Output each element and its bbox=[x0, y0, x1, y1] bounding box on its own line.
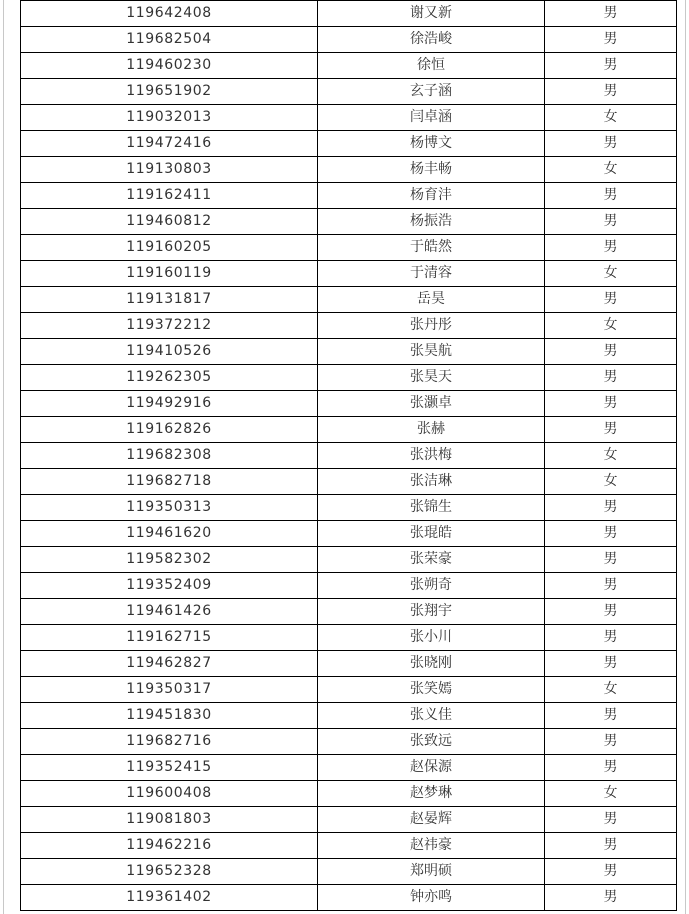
table-row bbox=[21, 859, 677, 885]
student-gender-cell: 女 bbox=[545, 443, 677, 469]
student-roster-table bbox=[20, 0, 677, 911]
student-name-cell: 钟亦鸣 bbox=[318, 885, 545, 911]
student-gender-cell: 男 bbox=[545, 27, 677, 53]
student-id-cell: 119130803 bbox=[21, 157, 318, 183]
student-gender-cell: 女 bbox=[545, 469, 677, 495]
table-row bbox=[21, 625, 677, 651]
student-id-cell: 119162826 bbox=[21, 417, 318, 443]
student-id-cell: 119460230 bbox=[21, 53, 318, 79]
table-row bbox=[21, 443, 677, 469]
table-row bbox=[21, 833, 677, 859]
student-gender-cell: 男 bbox=[545, 183, 677, 209]
table-row bbox=[21, 495, 677, 521]
student-gender-cell: 男 bbox=[545, 235, 677, 261]
student-name-cell: 张昊天 bbox=[318, 365, 545, 391]
student-name-cell: 杨振浩 bbox=[318, 209, 545, 235]
table-row bbox=[21, 885, 677, 911]
student-id-cell: 119350313 bbox=[21, 495, 318, 521]
student-name-cell: 玄子涵 bbox=[318, 79, 545, 105]
student-id-cell: 119131817 bbox=[21, 287, 318, 313]
student-gender-cell: 男 bbox=[545, 599, 677, 625]
table-row bbox=[21, 157, 677, 183]
table-row bbox=[21, 651, 677, 677]
student-id-cell: 119162715 bbox=[21, 625, 318, 651]
table-row bbox=[21, 547, 677, 573]
student-name-cell: 岳昊 bbox=[318, 287, 545, 313]
table-row bbox=[21, 755, 677, 781]
student-id-cell: 119462216 bbox=[21, 833, 318, 859]
student-gender-cell: 男 bbox=[545, 1, 677, 27]
student-id-cell: 119472416 bbox=[21, 131, 318, 157]
student-name-cell: 张灏卓 bbox=[318, 391, 545, 417]
student-id-cell: 119462827 bbox=[21, 651, 318, 677]
student-name-cell: 张洪梅 bbox=[318, 443, 545, 469]
student-id-cell: 119352415 bbox=[21, 755, 318, 781]
table-row bbox=[21, 287, 677, 313]
student-gender-cell: 男 bbox=[545, 547, 677, 573]
student-gender-cell: 男 bbox=[545, 625, 677, 651]
student-id-cell: 119162411 bbox=[21, 183, 318, 209]
table-row bbox=[21, 53, 677, 79]
page-border-left bbox=[3, 0, 4, 914]
student-name-cell: 赵祎豪 bbox=[318, 833, 545, 859]
student-name-cell: 徐恒 bbox=[318, 53, 545, 79]
student-gender-cell: 男 bbox=[545, 755, 677, 781]
student-id-cell: 119160119 bbox=[21, 261, 318, 287]
table-row bbox=[21, 573, 677, 599]
table-row bbox=[21, 131, 677, 157]
student-id-cell: 119682308 bbox=[21, 443, 318, 469]
table-row bbox=[21, 209, 677, 235]
student-name-cell: 徐浩峻 bbox=[318, 27, 545, 53]
table-row bbox=[21, 417, 677, 443]
student-name-cell: 张小川 bbox=[318, 625, 545, 651]
student-gender-cell: 男 bbox=[545, 287, 677, 313]
student-name-cell: 张义佳 bbox=[318, 703, 545, 729]
student-gender-cell: 女 bbox=[545, 261, 677, 287]
student-name-cell: 张致远 bbox=[318, 729, 545, 755]
student-gender-cell: 男 bbox=[545, 339, 677, 365]
student-name-cell: 郑明硕 bbox=[318, 859, 545, 885]
table-row bbox=[21, 391, 677, 417]
student-name-cell: 杨丰畅 bbox=[318, 157, 545, 183]
student-name-cell: 于清容 bbox=[318, 261, 545, 287]
student-id-cell: 119492916 bbox=[21, 391, 318, 417]
table-row bbox=[21, 365, 677, 391]
student-gender-cell: 男 bbox=[545, 833, 677, 859]
student-name-cell: 赵梦琳 bbox=[318, 781, 545, 807]
student-gender-cell: 男 bbox=[545, 495, 677, 521]
student-gender-cell: 男 bbox=[545, 729, 677, 755]
student-name-cell: 张锦生 bbox=[318, 495, 545, 521]
student-gender-cell: 女 bbox=[545, 677, 677, 703]
student-id-cell: 119642408 bbox=[21, 1, 318, 27]
student-id-cell: 119451830 bbox=[21, 703, 318, 729]
table-row bbox=[21, 105, 677, 131]
student-id-cell: 119600408 bbox=[21, 781, 318, 807]
student-name-cell: 张洁琳 bbox=[318, 469, 545, 495]
student-roster-body bbox=[21, 0, 677, 911]
page-border-right bbox=[685, 0, 686, 914]
student-id-cell: 119682716 bbox=[21, 729, 318, 755]
student-gender-cell: 男 bbox=[545, 703, 677, 729]
student-gender-cell: 女 bbox=[545, 313, 677, 339]
table-row bbox=[21, 599, 677, 625]
student-gender-cell: 女 bbox=[545, 781, 677, 807]
table-row bbox=[21, 807, 677, 833]
student-name-cell: 杨博文 bbox=[318, 131, 545, 157]
student-gender-cell: 男 bbox=[545, 807, 677, 833]
student-id-cell: 119651902 bbox=[21, 79, 318, 105]
student-gender-cell: 男 bbox=[545, 79, 677, 105]
student-id-cell: 119372212 bbox=[21, 313, 318, 339]
student-name-cell: 于皓然 bbox=[318, 235, 545, 261]
student-gender-cell: 男 bbox=[545, 885, 677, 911]
table-row bbox=[21, 261, 677, 287]
student-name-cell: 张笑嫣 bbox=[318, 677, 545, 703]
table-row bbox=[21, 677, 677, 703]
student-gender-cell: 男 bbox=[545, 209, 677, 235]
student-id-cell: 119262305 bbox=[21, 365, 318, 391]
table-row bbox=[21, 235, 677, 261]
student-id-cell: 119682718 bbox=[21, 469, 318, 495]
table-row bbox=[21, 339, 677, 365]
student-gender-cell: 男 bbox=[545, 859, 677, 885]
student-id-cell: 119461620 bbox=[21, 521, 318, 547]
student-name-cell: 张琨皓 bbox=[318, 521, 545, 547]
student-gender-cell: 男 bbox=[545, 53, 677, 79]
student-gender-cell: 男 bbox=[545, 651, 677, 677]
student-name-cell: 张朔奇 bbox=[318, 573, 545, 599]
student-gender-cell: 男 bbox=[545, 573, 677, 599]
student-name-cell: 杨育沣 bbox=[318, 183, 545, 209]
student-name-cell: 赵晏辉 bbox=[318, 807, 545, 833]
student-gender-cell: 男 bbox=[545, 131, 677, 157]
student-id-cell: 119350317 bbox=[21, 677, 318, 703]
student-id-cell: 119361402 bbox=[21, 885, 318, 911]
table-row bbox=[21, 183, 677, 209]
student-name-cell: 张翔宇 bbox=[318, 599, 545, 625]
student-name-cell: 张昊航 bbox=[318, 339, 545, 365]
table-row bbox=[21, 469, 677, 495]
student-name-cell: 张晓刚 bbox=[318, 651, 545, 677]
student-name-cell: 闫卓涵 bbox=[318, 105, 545, 131]
student-id-cell: 119652328 bbox=[21, 859, 318, 885]
table-row bbox=[21, 781, 677, 807]
student-id-cell: 119081803 bbox=[21, 807, 318, 833]
student-name-cell: 谢又新 bbox=[318, 1, 545, 27]
table-row bbox=[21, 27, 677, 53]
student-gender-cell: 女 bbox=[545, 105, 677, 131]
table-row bbox=[21, 729, 677, 755]
student-name-cell: 赵保源 bbox=[318, 755, 545, 781]
table-row bbox=[21, 521, 677, 547]
table-row bbox=[21, 79, 677, 105]
student-id-cell: 119352409 bbox=[21, 573, 318, 599]
student-name-cell: 张荣豪 bbox=[318, 547, 545, 573]
student-gender-cell: 女 bbox=[545, 157, 677, 183]
student-id-cell: 119160205 bbox=[21, 235, 318, 261]
student-id-cell: 119682504 bbox=[21, 27, 318, 53]
table-row bbox=[21, 313, 677, 339]
student-gender-cell: 男 bbox=[545, 417, 677, 443]
student-gender-cell: 男 bbox=[545, 365, 677, 391]
student-id-cell: 119032013 bbox=[21, 105, 318, 131]
student-gender-cell: 男 bbox=[545, 521, 677, 547]
student-id-cell: 119410526 bbox=[21, 339, 318, 365]
table-row bbox=[21, 1, 677, 27]
table-row bbox=[21, 703, 677, 729]
student-name-cell: 张丹彤 bbox=[318, 313, 545, 339]
student-id-cell: 119461426 bbox=[21, 599, 318, 625]
student-id-cell: 119460812 bbox=[21, 209, 318, 235]
student-name-cell: 张赫 bbox=[318, 417, 545, 443]
student-gender-cell: 男 bbox=[545, 391, 677, 417]
student-id-cell: 119582302 bbox=[21, 547, 318, 573]
